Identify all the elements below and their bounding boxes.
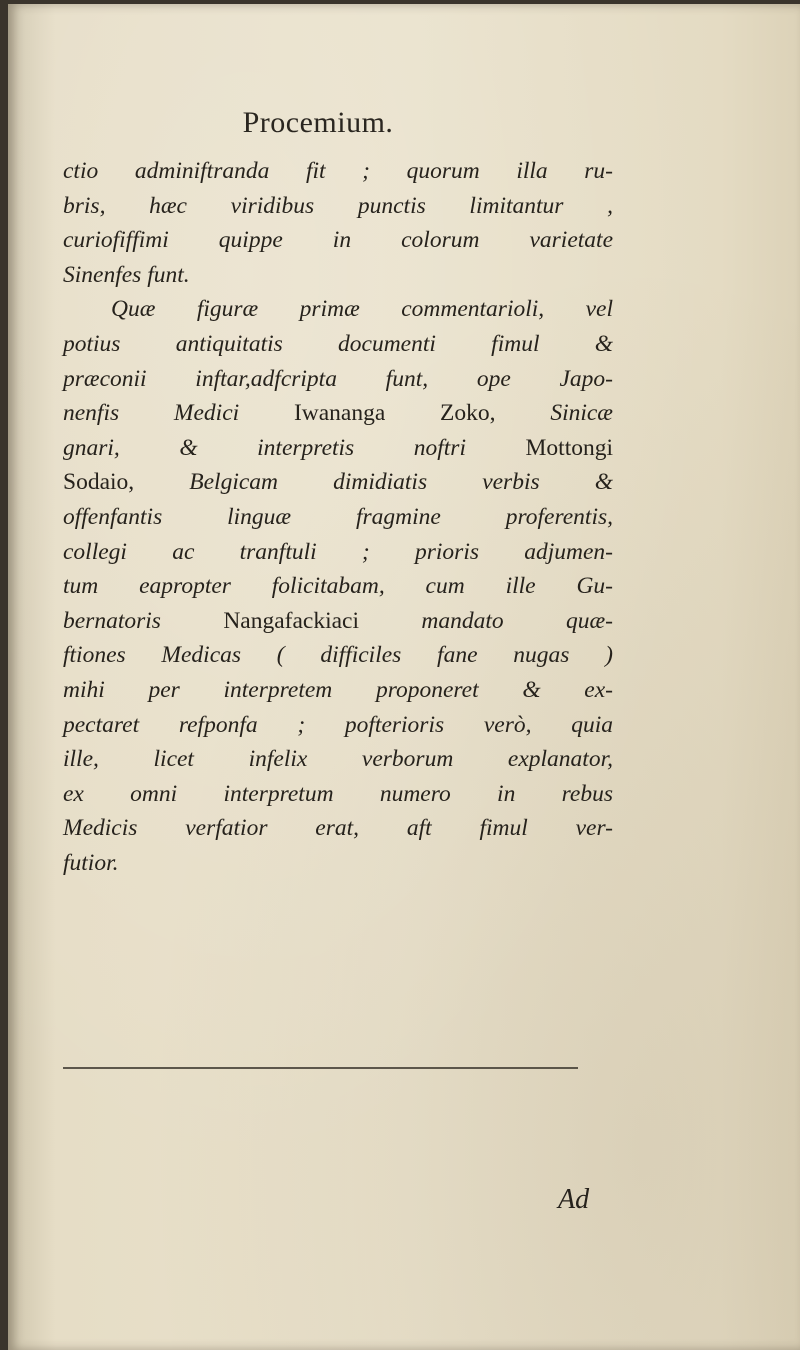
text-segment: Sinicæ — [550, 400, 613, 427]
text-segment: ftiones Medicas ( difficiles fane nugas ) — [63, 642, 613, 669]
text-line — [63, 223, 613, 258]
text-segment: bris, hæc viridibus punctis limitantur , — [63, 192, 613, 219]
text-segment: ille, licet infelix verborum explanator, — [63, 746, 613, 773]
body-text — [63, 154, 613, 880]
text-segment: bernatoris — [63, 607, 224, 634]
text-line — [63, 500, 613, 535]
text-line — [63, 604, 613, 639]
text-segment: curiofiffimi quippe in colorum varietate — [63, 227, 613, 254]
text-line — [63, 258, 613, 293]
text-line — [63, 742, 613, 777]
text-segment: gnari, & interpretis noftri — [63, 434, 526, 461]
horizontal-rule — [63, 1067, 578, 1069]
text-segment: mihi per interpretem proponeret & ex- — [63, 676, 613, 703]
text-segment: Iwananga Zoko, — [293, 400, 551, 427]
text-segment: ex omni interpretum numero in rebus — [63, 780, 613, 807]
text-segment: futior. — [63, 849, 119, 876]
text-segment: offenfantis linguæ fragmine proferentis, — [63, 503, 613, 530]
text-line — [63, 431, 613, 466]
text-line — [63, 569, 613, 604]
text-segment: Sodaio, — [63, 469, 190, 496]
text-line — [63, 638, 613, 673]
text-line — [63, 465, 613, 500]
text-line — [63, 846, 613, 881]
text-segment: pectaret refponfa ; pofterioris verò, quia — [63, 711, 613, 738]
text-segment: collegi ac tranftuli ; prioris adjumen- — [63, 538, 613, 565]
text-segment: nenfis Medici — [63, 400, 294, 427]
text-segment: mandato quæ- — [421, 607, 613, 634]
text-segment: Sinenfes funt. — [63, 261, 190, 288]
text-segment: potius antiquitatis documenti fimul & — [63, 330, 613, 357]
text-line — [63, 292, 613, 327]
text-segment: Quæ figuræ primæ commentarioli, vel — [111, 296, 613, 323]
text-line — [63, 777, 613, 812]
text-segment: Medicis verfatior erat, aft fimul ver- — [63, 815, 613, 842]
text-segment: tum eapropter folicitabam, cum ille Gu- — [63, 573, 613, 600]
text-segment: præconii inftar,adfcripta funt, ope Japo- — [63, 365, 613, 392]
text-line — [63, 189, 613, 224]
text-line — [63, 673, 613, 708]
catchword: Ad — [558, 1184, 590, 1215]
text-segment: ctio adminiftranda fit ; quorum illa ru- — [63, 158, 613, 184]
text-line — [63, 327, 613, 362]
text-line — [63, 362, 613, 397]
text-line — [63, 811, 613, 846]
text-segment: Nangafackiaci — [223, 607, 422, 634]
text-segment: Belgicam dimidiatis verbis & — [189, 469, 613, 496]
text-line — [63, 154, 613, 189]
text-segment: Mottongi — [525, 434, 613, 461]
text-line — [63, 535, 613, 570]
page-heading: Procemium. — [242, 106, 394, 139]
book-page — [8, 4, 800, 1350]
text-line — [63, 708, 613, 743]
text-line — [63, 396, 613, 431]
